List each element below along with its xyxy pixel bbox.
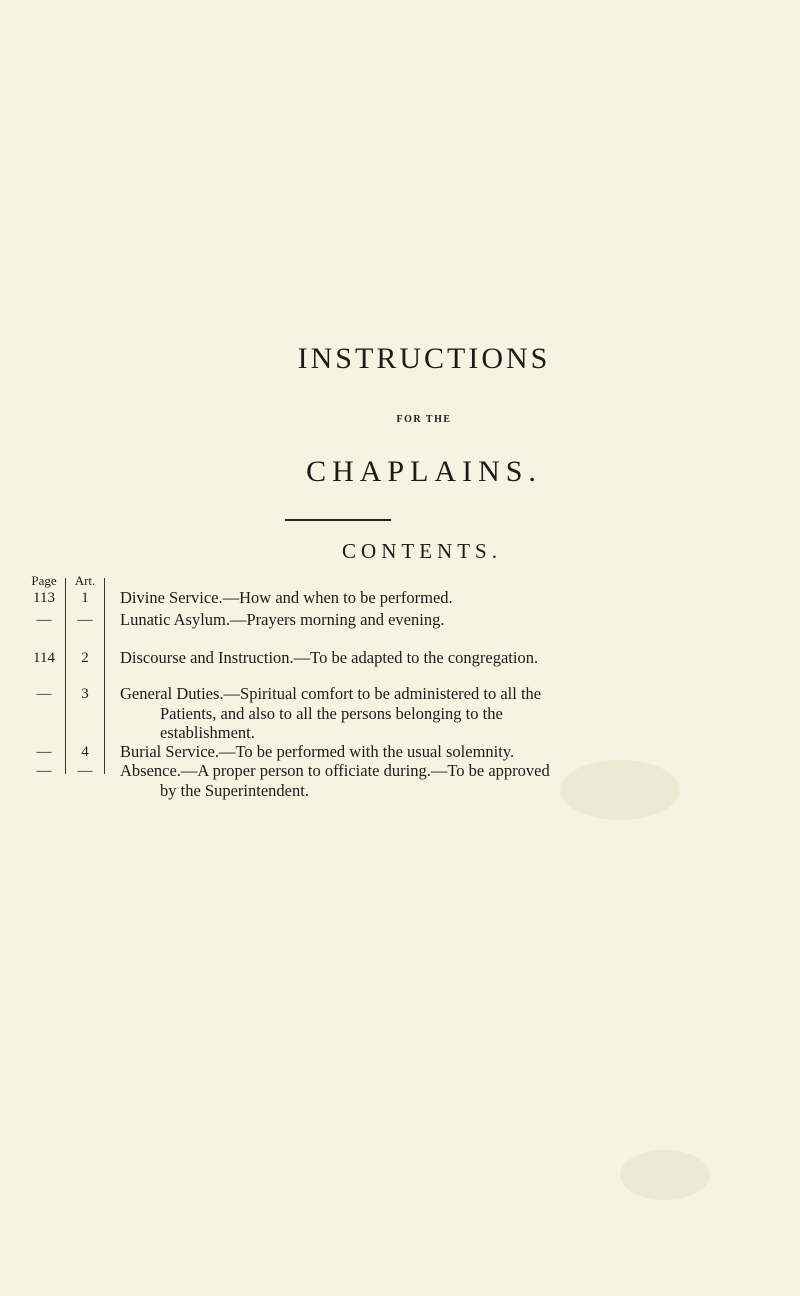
row-text-continuation: establishment. <box>160 723 255 742</box>
row-page: 113 <box>33 590 55 606</box>
row-art: 3 <box>81 686 89 702</box>
row-text <box>120 684 640 743</box>
row-text-continuation: Patients, and also to all the persons belonging to the <box>160 703 503 723</box>
row-page: — <box>36 612 52 628</box>
row-art: 2 <box>81 650 89 666</box>
row-art: — <box>77 612 93 628</box>
row-text: Lunatic Asylum.—Prayers morning and evening. <box>120 610 445 629</box>
heading-subject: CHAPLAINS. <box>306 455 542 488</box>
row-page: — <box>36 763 52 779</box>
row-art: 1 <box>81 590 89 606</box>
row-art: — <box>77 763 93 779</box>
column-header-art: Art. <box>74 573 96 588</box>
row-text-continuation: by the Superintendent. <box>160 780 309 800</box>
row-text: Discourse and Instruction.—To be adapted to the congregation. <box>120 648 539 667</box>
row-text: Divine Service.—How and when to be performed. <box>120 588 453 607</box>
row-text-line: Absence.—A proper person to officiate during.—To be approved <box>120 761 550 780</box>
paper-stain <box>620 1150 710 1200</box>
heading-sub: FOR THE <box>396 414 452 425</box>
row-text-line: General Duties.—Spiritual comfort to be administered to all the <box>120 684 542 703</box>
row-page: — <box>36 686 52 702</box>
row-page: — <box>36 744 52 760</box>
heading-main: INSTRUCTIONS <box>297 342 551 375</box>
contents-title: CONTENTS. <box>342 539 502 563</box>
row-text: Burial Service.—To be performed with the usual solemnity. <box>120 742 515 761</box>
column-header-page: Page <box>31 573 57 588</box>
row-text <box>120 761 640 800</box>
column-divider-art <box>104 578 105 774</box>
heading-rule <box>285 519 391 521</box>
row-art: 4 <box>81 744 89 760</box>
row-page: 114 <box>33 650 55 666</box>
